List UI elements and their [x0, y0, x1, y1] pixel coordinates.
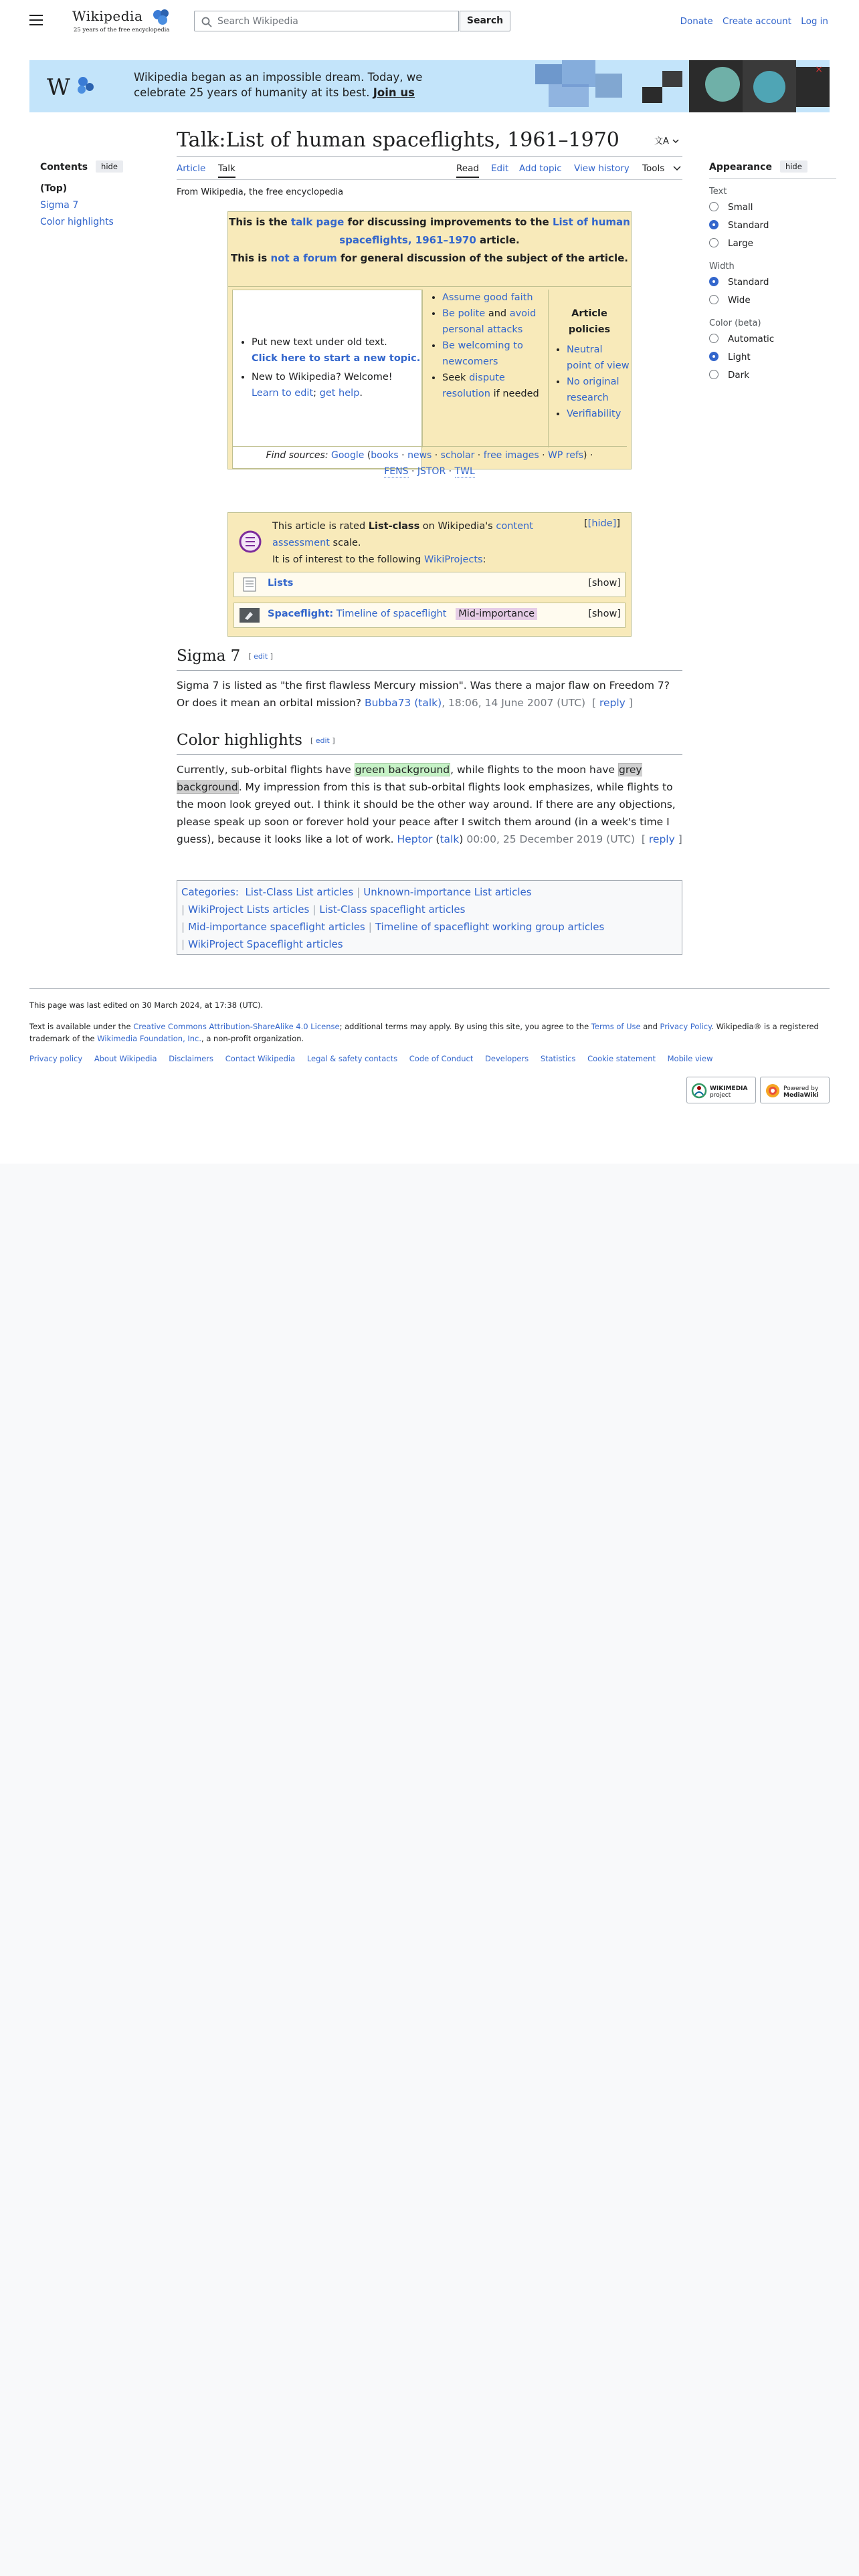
search-button[interactable]: Search — [460, 11, 510, 31]
site-header — [0, 0, 859, 44]
and-text: and — [488, 308, 507, 319]
license-text-part: Text is available under the — [29, 1022, 134, 1031]
toc-item-sigma-7[interactable]: Sigma 7 — [40, 200, 79, 211]
tools-menu[interactable] — [642, 163, 681, 174]
source-link-news[interactable]: news — [407, 450, 432, 461]
tab-add-topic[interactable]: Add topic — [519, 163, 562, 174]
badge-text — [783, 1085, 819, 1099]
content-assessment-link[interactable]: content assessment — [272, 521, 533, 548]
talk-notice-line-1 — [228, 213, 631, 249]
banner-text — [134, 70, 422, 100]
seek-text: Seek — [442, 372, 466, 383]
if-needed-text: if needed — [493, 389, 539, 399]
radio-label: Light — [728, 352, 751, 362]
comment-timestamp: , 18:06, 14 June 2007 (UTC) — [442, 697, 586, 709]
importance-badge: Mid-importance — [456, 608, 537, 620]
text-size-large-radio[interactable] — [709, 237, 836, 255]
interest-text: It is of interest to the following — [272, 554, 424, 565]
svg-text:W: W — [47, 74, 70, 101]
appearance-hide-button[interactable]: hide — [780, 160, 807, 173]
tab-view-history[interactable]: View history — [574, 163, 630, 174]
section-divider — [177, 670, 682, 671]
find-sources: Find sources: Google (books · news · scholar · free images · WP refs) · FENS · JSTOR · TWL — [232, 447, 627, 479]
title-divider — [177, 156, 682, 157]
rating-text: This article is rated List-class on Wikipedia's content assessment scale. It is of interest to the following WikiProjects: — [272, 521, 533, 565]
talk-notice-line-2 — [228, 249, 631, 267]
new-text-panel — [232, 290, 422, 469]
radio-circle — [709, 238, 719, 247]
logo-tagline: 25 years of the free encyclopedia — [74, 27, 170, 33]
donate-link[interactable]: Donate — [680, 16, 713, 27]
toc-item-top[interactable]: (Top) — [40, 183, 68, 194]
article-policies-heading: Article policies — [568, 308, 611, 335]
language-icon[interactable] — [653, 134, 680, 148]
main-menu-icon[interactable] — [29, 15, 43, 25]
width-label: Width — [709, 261, 735, 272]
footer-divider — [29, 988, 830, 989]
search-input[interactable] — [194, 11, 459, 31]
footer-link[interactable]: Code of Conduct — [409, 1054, 474, 1063]
radio-circle-selected — [709, 277, 719, 286]
find-sources-divider — [232, 446, 627, 447]
footer-links — [29, 1054, 723, 1063]
privacy-policy-link[interactable]: Privacy Policy — [660, 1022, 712, 1031]
radio-circle — [709, 202, 719, 211]
category-link[interactable]: Timeline of spaceflight working group articles — [375, 921, 605, 933]
badge-text — [710, 1085, 748, 1099]
source-link-books[interactable]: books — [371, 450, 399, 461]
show-toggle-spaceflight[interactable]: [show] — [588, 609, 621, 619]
section-edit-link[interactable]: [ edit ] — [248, 652, 274, 661]
edit-link[interactable]: edit — [254, 652, 268, 661]
banner-close-icon[interactable]: × — [815, 64, 823, 75]
radio-circle — [709, 334, 719, 343]
column-divider — [422, 290, 423, 447]
toc-header — [40, 160, 167, 173]
list-item — [567, 342, 630, 374]
appearance-panel — [709, 160, 836, 387]
list-item: • New to Wikipedia? Welcome! Learn to edit; get help. — [252, 369, 420, 401]
radio-label: Standard — [728, 277, 769, 288]
talk-page-link[interactable]: talk page — [290, 216, 345, 228]
article-policies — [549, 342, 630, 422]
footer-link[interactable]: Legal & safety contacts — [306, 1054, 398, 1063]
talk-notice-text: This is — [231, 252, 271, 264]
list-class-icon — [239, 530, 262, 553]
banner-line-2 — [134, 85, 422, 100]
text-size-standard-radio[interactable] — [709, 219, 836, 237]
table-of-contents — [40, 160, 167, 227]
from-wikipedia: From Wikipedia, the free encyclopedia — [177, 187, 344, 197]
wikimedia-icon — [691, 1083, 707, 1099]
spaceflight-project-icon — [240, 608, 260, 623]
rating-class: List-class — [368, 521, 420, 532]
get-help-link[interactable]: get help — [319, 388, 360, 399]
category-link[interactable]: WikiProject Lists articles — [188, 903, 310, 916]
lists-project-icon — [240, 577, 260, 592]
list-item — [442, 338, 545, 370]
dispute-resolution-link[interactable]: dispute resolution — [442, 372, 505, 399]
toc-item-color-highlights[interactable]: Color highlights — [40, 217, 114, 227]
talk-guidelines-box — [227, 286, 632, 477]
list-item — [442, 290, 545, 306]
radio-label: Large — [728, 238, 753, 249]
avoid-personal-attacks-link[interactable]: avoid personal attacks — [442, 308, 537, 335]
tab-read[interactable]: Read — [456, 163, 479, 178]
hide-link[interactable]: [hide] — [587, 518, 617, 529]
list-item — [567, 406, 630, 422]
text-size-small-radio[interactable] — [709, 201, 836, 219]
assume-good-faith-link[interactable]: Assume good faith — [442, 292, 533, 303]
footer-link[interactable]: Disclaimers — [169, 1054, 214, 1063]
list-item — [442, 370, 545, 402]
footer-link[interactable]: Privacy policy — [29, 1054, 83, 1063]
find-sources-label: Find sources: — [266, 450, 328, 461]
wikiproject-lists-name[interactable]: Lists — [268, 578, 294, 588]
page-tabs — [177, 160, 682, 179]
license-text-part: . Wikipedia® is a registered trademark of the — [29, 1022, 819, 1043]
comment-timestamp: 00:00, 25 December 2019 (UTC) — [463, 833, 636, 845]
radio-label: Wide — [728, 295, 751, 306]
w25-logo-icon — [45, 70, 99, 103]
last-edited: This page was last edited on 30 March 2024, at 17:38 (UTC). — [29, 1000, 264, 1010]
edit-link[interactable]: edit — [315, 736, 330, 745]
radio-label: Dark — [728, 370, 750, 381]
license-text-part: and — [640, 1022, 660, 1031]
section-heading-sigma-7 — [177, 647, 273, 665]
svg-text:文A: 文A — [654, 136, 669, 146]
tab-talk[interactable]: Talk — [218, 163, 235, 178]
join-us-link[interactable]: Join us — [373, 86, 415, 99]
wikiprojects-link[interactable]: WikiProjects — [423, 554, 483, 565]
search-icon — [201, 17, 212, 27]
radio-label: Automatic — [728, 334, 775, 344]
category-link[interactable]: WikiProject Spaceflight articles — [188, 938, 343, 950]
color-light-radio[interactable] — [709, 350, 836, 368]
wikiproject-spaceflight-link[interactable]: Spaceflight: — [268, 609, 334, 619]
chevron-down-icon — [673, 166, 681, 171]
rating-hide-toggle[interactable]: [[hide]] — [584, 518, 621, 529]
source-link-jstor[interactable]: JSTOR — [417, 466, 446, 477]
footer-link[interactable]: Contact Wikipedia — [225, 1054, 296, 1063]
tab-article[interactable]: Article — [177, 163, 206, 174]
footer-link[interactable]: Mobile view — [667, 1054, 713, 1063]
text-size-label: Text — [709, 187, 727, 197]
talk-notice-text: This is the — [229, 216, 291, 228]
banner-line-1: Wikipedia began as an impossible dream. Today, we — [134, 71, 423, 84]
cc-license-link[interactable]: Creative Commons Attribution-ShareAlike 4.0 License — [133, 1022, 340, 1031]
source-link-twl[interactable]: TWL — [454, 466, 475, 477]
license-text — [29, 1021, 830, 1045]
footer-link[interactable]: About Wikipedia — [94, 1054, 157, 1063]
create-account-link[interactable]: Create account — [723, 16, 791, 27]
wikiproject-banner — [227, 512, 632, 637]
source-link-fens[interactable]: FENS — [384, 466, 409, 477]
banner-line-2-text: celebrate 25 years of humanity at its best. — [134, 86, 373, 99]
category-link[interactable]: List-Class spaceflight articles — [319, 903, 466, 916]
list-item — [442, 306, 545, 338]
be-welcoming-link[interactable]: Be welcoming to newcomers — [442, 340, 523, 367]
wikiproject-spaceflight — [268, 609, 537, 619]
new-text-list — [233, 334, 420, 401]
start-new-topic-link[interactable]: Click here to start a new topic. — [252, 353, 421, 364]
category-link[interactable]: Unknown-importance List articles — [363, 886, 532, 898]
category-link[interactable]: List-Class List articles — [245, 886, 354, 898]
wikiproject-row-spaceflight — [233, 603, 626, 628]
source-link-google[interactable]: Google — [331, 450, 365, 461]
wikiproject-lists-link[interactable] — [268, 578, 293, 588]
source-link-scholar[interactable]: scholar — [440, 450, 475, 461]
appearance-title: Appearance — [709, 162, 772, 173]
toc-title: Contents — [40, 162, 88, 173]
footer-link[interactable]: Cookie statement — [587, 1054, 656, 1063]
behavior-policies — [425, 290, 545, 402]
list-item — [567, 374, 630, 406]
rating-text-part: on Wikipedia's — [419, 521, 496, 532]
radio-circle — [709, 370, 719, 379]
user-link-heptor[interactable]: Heptor — [397, 833, 433, 845]
wikimedia-project-badge[interactable] — [686, 1077, 756, 1103]
toc-hide-button[interactable]: hide — [96, 160, 123, 173]
badge-line: project — [710, 1092, 731, 1099]
reply-link[interactable]: reply — [648, 833, 675, 845]
categories-box: Categories: List-Class List articles | Unknown-importance List articles | WikiProject Lists articles | List-Class spaceflight articles | Mid-importance spaceflight articles | Timeline of spaceflight working group articles | WikiProject Spaceflight articles — [177, 880, 682, 955]
badge-line: Powered by — [783, 1085, 819, 1092]
rating-text-part: This article is rated — [272, 521, 369, 532]
badge-line: WIKIMEDIA — [710, 1085, 748, 1092]
mediawiki-badge[interactable] — [760, 1077, 830, 1103]
neutral-pov-link[interactable]: Neutral point of view — [567, 344, 630, 371]
categories-label[interactable]: Categories: — [181, 886, 239, 898]
verifiability-link[interactable]: Verifiability — [567, 409, 622, 419]
section-divider — [177, 754, 682, 755]
sigma-comment: Sigma 7 is listed as "the first flawless Mercury mission". Was there a major flaw on Freedom 7? Or does it mean an orbital mission? Bubba73 (talk), 18:06, 14 June 2007 (UTC) [ reply ] — [177, 679, 670, 709]
talk-notice-text: article. — [476, 234, 520, 246]
appearance-header — [709, 160, 836, 173]
behavior-policy-list — [425, 290, 545, 402]
user-talk-link-heptor[interactable]: talk — [440, 833, 460, 845]
comment-text: . My impression from this is that sub-orbital flights look emphasizes, while flights to the moon look greyed out. I think it should be the other way around. If there are any objections, please speak up soon or forever hold your peace after I switch them around (in a week's time I guess), because it looks like a lot of work. — [177, 781, 676, 845]
welcome-text: New to Wikipedia? Welcome! — [252, 372, 393, 383]
width-wide-radio[interactable] — [709, 294, 836, 312]
color-label: Color (beta) — [709, 318, 761, 328]
wikiproject-row-lists — [233, 572, 626, 597]
logo-wordmark: Wikipedia — [72, 8, 143, 24]
puzzle-globe-icon — [151, 7, 171, 27]
section-edit-link[interactable]: [ edit ] — [310, 736, 335, 745]
appearance-divider — [709, 178, 836, 179]
badge-line: MediaWiki — [783, 1092, 819, 1099]
category-link[interactable]: Mid-importance spaceflight articles — [188, 921, 365, 933]
user-link-bubba73[interactable]: Bubba73 (talk) — [364, 697, 442, 709]
mediawiki-icon — [765, 1083, 781, 1099]
search-form — [194, 11, 511, 33]
user-links — [674, 16, 828, 27]
article-policy-list — [549, 342, 630, 422]
section-heading-color-highlights — [177, 732, 335, 749]
terms-of-use-link[interactable]: Terms of Use — [591, 1022, 641, 1031]
radio-circle — [709, 295, 719, 304]
fundraising-banner — [29, 60, 830, 112]
radio-label: Small — [728, 202, 753, 213]
radio-circle-selected — [709, 352, 719, 361]
tab-edit[interactable]: Edit — [491, 163, 509, 174]
source-link-wp-refs[interactable]: WP refs — [548, 450, 584, 461]
not-a-forum-link[interactable]: not a forum — [270, 252, 337, 264]
learn-to-edit-link[interactable]: Learn to edit — [252, 388, 314, 399]
color-dark-radio[interactable] — [709, 368, 836, 387]
comment-text: , while flights to the moon have — [450, 764, 618, 776]
comment-text: Sigma 7 is listed as "the first flawless Mercury mission". Was there a major flaw on Freedom 7? Or does it mean an orbital mission? — [177, 679, 670, 709]
new-text-instruction: Put new text under old text. — [252, 337, 387, 348]
footer-link[interactable]: Developers — [485, 1054, 529, 1063]
grey-highlight-sample: grey background — [177, 764, 642, 793]
comment-text: Currently, sub-orbital flights have — [177, 764, 355, 776]
radio-circle-selected — [709, 220, 719, 229]
no-original-research-link[interactable]: No original research — [567, 377, 619, 403]
talk-header-notice — [227, 211, 632, 288]
license-text-part: ; additional terms may apply. By using this site, you agree to the — [339, 1022, 591, 1031]
talk-notice-text: for discussing improvements to the — [344, 216, 553, 228]
talk-notice-text: for general discussion of the subject of the article. — [337, 252, 628, 264]
tabs-divider — [177, 179, 682, 180]
article-link[interactable]: List of human spaceflights, 1961–1970 — [339, 216, 630, 246]
license-text-part: , a non-profit organization. — [201, 1034, 304, 1043]
color-comment: Currently, sub-orbital flights have green background, while flights to the moon have grey background. My impression from this is that sub-orbital flights look emphasizes, while flights to the moon look greyed out. I think it should be the other way around. If there are any objections, please speak up soon or forever hold your peace after I switch them around (in a week's time I guess), because it looks like a lot of work. Heptor (talk) 00:00, 25 December 2019 (UTC) [ reply ] — [177, 764, 682, 845]
log-in-link[interactable]: Log in — [801, 16, 828, 27]
column-divider — [548, 290, 549, 447]
page-title: Talk:List of human spaceflights, 1961–1970 — [177, 128, 619, 152]
search-placeholder: Search Wikipedia — [217, 16, 298, 27]
width-standard-radio[interactable] — [709, 276, 836, 294]
reply-link[interactable]: reply — [599, 697, 626, 709]
green-highlight-sample: green background — [355, 764, 450, 776]
banner-puzzle-art — [522, 60, 830, 112]
page-body — [0, 0, 859, 1164]
footer-link[interactable]: Statistics — [540, 1054, 576, 1063]
radio-label: Standard — [728, 220, 769, 231]
section-title: Color highlights — [177, 732, 302, 749]
tools-label: Tools — [642, 163, 665, 174]
timeline-link[interactable]: Timeline of spaceflight — [336, 609, 447, 619]
source-link-free-images[interactable]: free images — [483, 450, 539, 461]
wikipedia-logo[interactable] — [72, 5, 173, 39]
be-polite-link[interactable]: Be polite — [442, 308, 486, 319]
section-title: Sigma 7 — [177, 647, 241, 665]
wmf-link[interactable]: Wikimedia Foundation, Inc. — [97, 1034, 202, 1043]
show-toggle-lists[interactable]: [show] — [588, 578, 621, 588]
rating-text-part: scale. — [329, 538, 361, 548]
color-automatic-radio[interactable] — [709, 332, 836, 350]
list-item — [252, 334, 420, 366]
